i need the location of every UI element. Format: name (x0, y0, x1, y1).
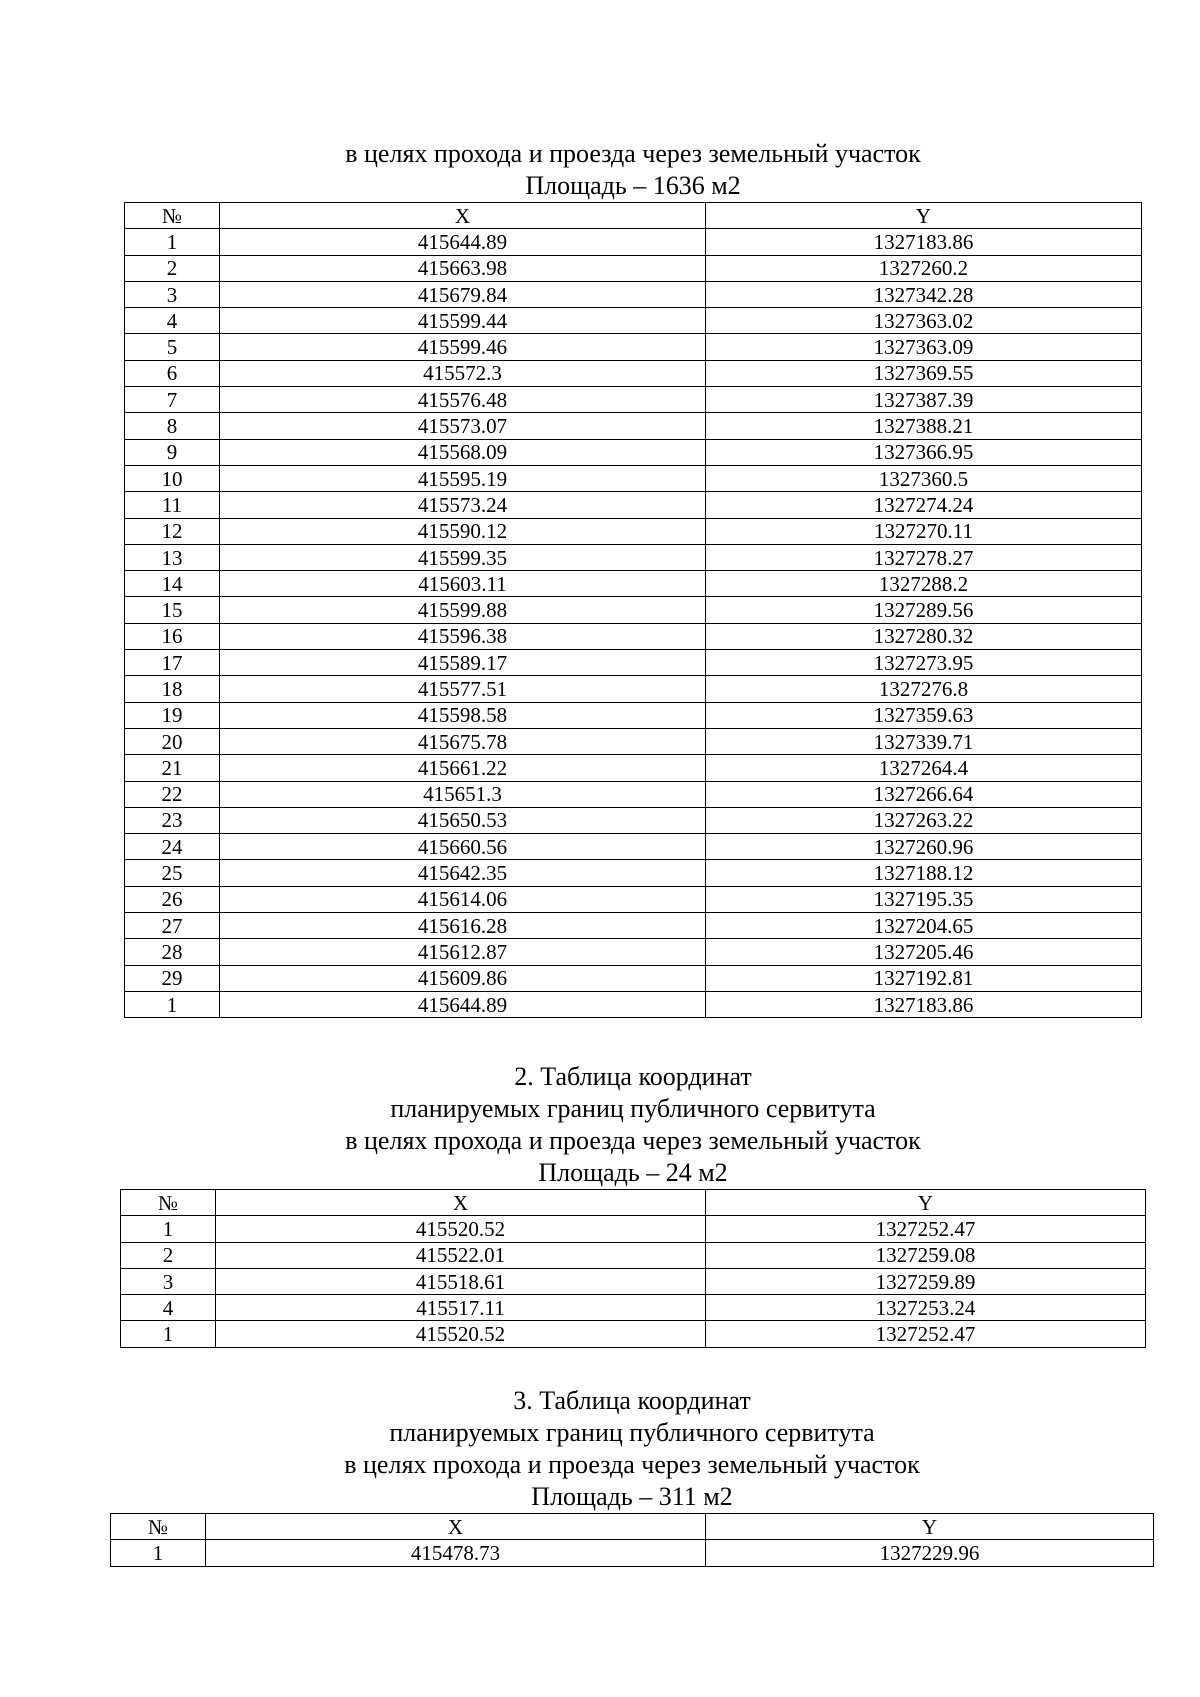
point-number: 22 (125, 781, 220, 807)
y-coordinate: 1327205.46 (706, 939, 1142, 965)
table-row (125, 781, 1142, 807)
table-row (125, 413, 1142, 439)
table-row (125, 991, 1142, 1017)
header-y: Y (706, 203, 1142, 229)
section-2-subtitle: планируемых границ публичного сервитута (390, 1094, 876, 1123)
y-coordinate: 1327342.28 (706, 281, 1142, 307)
table-row (125, 360, 1142, 386)
y-coordinate: 1327204.65 (706, 913, 1142, 939)
table-row (125, 886, 1142, 912)
table-row (125, 939, 1142, 965)
header-y: Y (706, 1190, 1146, 1216)
section-3-heading (110, 1385, 1154, 1513)
x-coordinate: 415598.58 (220, 702, 706, 728)
table-row (125, 229, 1142, 255)
section-1-area-line: Площадь – 1636 м2 (525, 171, 741, 200)
x-coordinate: 415614.06 (220, 886, 706, 912)
section-3-purpose: в целях прохода и проезда через земельный участок (344, 1450, 920, 1479)
x-coordinate: 415518.61 (216, 1268, 706, 1294)
x-coordinate: 415642.35 (220, 860, 706, 886)
point-number: 10 (125, 465, 220, 491)
table-row (125, 281, 1142, 307)
section-1-heading-line: в целях прохода и проезда через земельный участок (345, 139, 921, 168)
coordinates-table-2 (120, 1189, 1146, 1348)
x-coordinate: 415675.78 (220, 728, 706, 754)
point-number: 1 (125, 991, 220, 1017)
point-number: 9 (125, 439, 220, 465)
x-coordinate: 415599.88 (220, 597, 706, 623)
point-number: 3 (121, 1268, 216, 1294)
table-row (125, 807, 1142, 833)
point-number: 26 (125, 886, 220, 912)
table-row (111, 1540, 1154, 1566)
header-number: № (121, 1190, 216, 1216)
point-number: 11 (125, 492, 220, 518)
y-coordinate: 1327388.21 (706, 413, 1142, 439)
y-coordinate: 1327369.55 (706, 360, 1142, 386)
y-coordinate: 1327289.56 (706, 597, 1142, 623)
x-coordinate: 415612.87 (220, 939, 706, 965)
y-coordinate: 1327363.09 (706, 334, 1142, 360)
x-coordinate: 415616.28 (220, 913, 706, 939)
point-number: 1 (111, 1540, 206, 1566)
header-number: № (125, 203, 220, 229)
y-coordinate: 1327259.08 (706, 1242, 1146, 1268)
table-row (121, 1321, 1146, 1347)
y-coordinate: 1327339.71 (706, 728, 1142, 754)
point-number: 5 (125, 334, 220, 360)
x-coordinate: 415522.01 (216, 1242, 706, 1268)
y-coordinate: 1327260.96 (706, 834, 1142, 860)
y-coordinate: 1327229.96 (706, 1540, 1154, 1566)
y-coordinate: 1327264.4 (706, 755, 1142, 781)
point-number: 8 (125, 413, 220, 439)
x-coordinate: 415520.52 (216, 1321, 706, 1347)
table-row (125, 308, 1142, 334)
x-coordinate: 415572.3 (220, 360, 706, 386)
x-coordinate: 415599.46 (220, 334, 706, 360)
y-coordinate: 1327192.81 (706, 965, 1142, 991)
table-row (125, 676, 1142, 702)
table-row (125, 387, 1142, 413)
y-coordinate: 1327252.47 (706, 1216, 1146, 1242)
section-1-heading (124, 138, 1142, 202)
point-number: 4 (125, 308, 220, 334)
section-3-area-line: Площадь – 311 м2 (531, 1482, 733, 1511)
section-2 (120, 1061, 1146, 1348)
point-number: 13 (125, 544, 220, 570)
point-number: 29 (125, 965, 220, 991)
x-coordinate: 415603.11 (220, 571, 706, 597)
table-row (125, 913, 1142, 939)
y-coordinate: 1327263.22 (706, 807, 1142, 833)
y-coordinate: 1327260.2 (706, 255, 1142, 281)
y-coordinate: 1327363.02 (706, 308, 1142, 334)
y-coordinate: 1327288.2 (706, 571, 1142, 597)
point-number: 2 (125, 255, 220, 281)
table-header-row (121, 1190, 1146, 1216)
y-coordinate: 1327278.27 (706, 544, 1142, 570)
table-row (125, 650, 1142, 676)
table-row (121, 1295, 1146, 1321)
y-coordinate: 1327195.35 (706, 886, 1142, 912)
table-row (125, 492, 1142, 518)
x-coordinate: 415679.84 (220, 281, 706, 307)
table-row (125, 255, 1142, 281)
x-coordinate: 415595.19 (220, 465, 706, 491)
section-3-title: 3. Таблица координат (513, 1386, 751, 1415)
y-coordinate: 1327366.95 (706, 439, 1142, 465)
table-header-row (111, 1514, 1154, 1540)
table-row (125, 755, 1142, 781)
point-number: 15 (125, 597, 220, 623)
section-2-title: 2. Таблица координат (514, 1062, 752, 1091)
point-number: 14 (125, 571, 220, 597)
x-coordinate: 415663.98 (220, 255, 706, 281)
table-row (125, 623, 1142, 649)
table-row (121, 1242, 1146, 1268)
point-number: 23 (125, 807, 220, 833)
table-row (125, 702, 1142, 728)
x-coordinate: 415650.53 (220, 807, 706, 833)
point-number: 1 (125, 229, 220, 255)
x-coordinate: 415576.48 (220, 387, 706, 413)
y-coordinate: 1327273.95 (706, 650, 1142, 676)
x-coordinate: 415573.07 (220, 413, 706, 439)
y-coordinate: 1327276.8 (706, 676, 1142, 702)
x-coordinate: 415644.89 (220, 991, 706, 1017)
point-number: 2 (121, 1242, 216, 1268)
point-number: 12 (125, 518, 220, 544)
y-coordinate: 1327359.63 (706, 702, 1142, 728)
y-coordinate: 1327188.12 (706, 860, 1142, 886)
section-2-heading (120, 1061, 1146, 1189)
point-number: 21 (125, 755, 220, 781)
section-2-purpose: в целях прохода и проезда через земельный участок (345, 1126, 921, 1155)
table-header-row (125, 203, 1142, 229)
coordinates-table-3 (110, 1513, 1154, 1567)
section-3-subtitle: планируемых границ публичного сервитута (389, 1418, 875, 1447)
section-3 (110, 1385, 1154, 1567)
x-coordinate: 415661.22 (220, 755, 706, 781)
y-coordinate: 1327183.86 (706, 229, 1142, 255)
y-coordinate: 1327253.24 (706, 1295, 1146, 1321)
header-x: X (216, 1190, 706, 1216)
x-coordinate: 415520.52 (216, 1216, 706, 1242)
point-number: 20 (125, 728, 220, 754)
x-coordinate: 415517.11 (216, 1295, 706, 1321)
x-coordinate: 415644.89 (220, 229, 706, 255)
x-coordinate: 415660.56 (220, 834, 706, 860)
x-coordinate: 415596.38 (220, 623, 706, 649)
point-number: 27 (125, 913, 220, 939)
point-number: 19 (125, 702, 220, 728)
point-number: 24 (125, 834, 220, 860)
y-coordinate: 1327387.39 (706, 387, 1142, 413)
table-row (121, 1216, 1146, 1242)
y-coordinate: 1327270.11 (706, 518, 1142, 544)
section-1 (124, 138, 1142, 1018)
coordinates-table-1 (124, 202, 1142, 1018)
x-coordinate: 415568.09 (220, 439, 706, 465)
table-row (125, 518, 1142, 544)
point-number: 7 (125, 387, 220, 413)
point-number: 1 (121, 1216, 216, 1242)
x-coordinate: 415609.86 (220, 965, 706, 991)
table-row (125, 334, 1142, 360)
y-coordinate: 1327259.89 (706, 1268, 1146, 1294)
table-row (125, 834, 1142, 860)
table-row (125, 544, 1142, 570)
x-coordinate: 415478.73 (206, 1540, 706, 1566)
y-coordinate: 1327266.64 (706, 781, 1142, 807)
y-coordinate: 1327274.24 (706, 492, 1142, 518)
table-row (125, 597, 1142, 623)
point-number: 25 (125, 860, 220, 886)
header-x: X (220, 203, 706, 229)
point-number: 28 (125, 939, 220, 965)
point-number: 16 (125, 623, 220, 649)
y-coordinate: 1327183.86 (706, 991, 1142, 1017)
y-coordinate: 1327280.32 (706, 623, 1142, 649)
x-coordinate: 415590.12 (220, 518, 706, 544)
x-coordinate: 415599.35 (220, 544, 706, 570)
table-row (125, 965, 1142, 991)
x-coordinate: 415599.44 (220, 308, 706, 334)
point-number: 4 (121, 1295, 216, 1321)
x-coordinate: 415589.17 (220, 650, 706, 676)
point-number: 6 (125, 360, 220, 386)
table-row (125, 439, 1142, 465)
x-coordinate: 415651.3 (220, 781, 706, 807)
header-y: Y (706, 1514, 1154, 1540)
x-coordinate: 415577.51 (220, 676, 706, 702)
y-coordinate: 1327252.47 (706, 1321, 1146, 1347)
table-row (125, 571, 1142, 597)
y-coordinate: 1327360.5 (706, 465, 1142, 491)
point-number: 1 (121, 1321, 216, 1347)
x-coordinate: 415573.24 (220, 492, 706, 518)
table-row (125, 465, 1142, 491)
point-number: 3 (125, 281, 220, 307)
point-number: 18 (125, 676, 220, 702)
header-number: № (111, 1514, 206, 1540)
table-row (121, 1268, 1146, 1294)
section-2-area-line: Площадь – 24 м2 (538, 1158, 728, 1187)
point-number: 17 (125, 650, 220, 676)
header-x: X (206, 1514, 706, 1540)
table-row (125, 728, 1142, 754)
table-row (125, 860, 1142, 886)
